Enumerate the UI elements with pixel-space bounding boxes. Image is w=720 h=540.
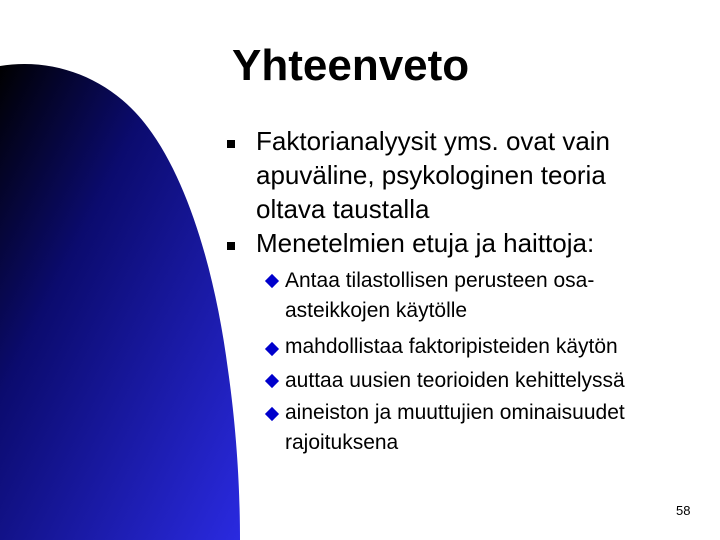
square-bullet-icon (227, 140, 235, 148)
sub-bullet-line: asteikkojen käytölle (285, 299, 468, 322)
bullet-item (256, 226, 594, 260)
sub-bullet-line: mahdollistaa faktoripisteiden käytön (285, 335, 618, 358)
sub-bullet-line: auttaa uusien teorioiden kehittelyssä (285, 369, 625, 392)
sub-bullet-item (285, 366, 625, 396)
sub-bullet-item (285, 332, 618, 362)
bullet-line: Menetelmien etuja ja haittoja: (256, 228, 595, 258)
bullet-line: Faktorianalyysit yms. ovat vain (256, 126, 611, 156)
bullet-line: oltava taustalla (256, 194, 430, 224)
square-bullet-icon (227, 242, 235, 250)
slide-title: Yhteenveto (232, 41, 470, 90)
sub-bullet-item (285, 398, 625, 458)
sub-bullet-line: aineiston ja muuttujien ominaisuudet (285, 401, 625, 424)
page-number: 58 (676, 503, 691, 518)
sub-bullet-line: rajoituksena (285, 431, 399, 454)
bullet-item (256, 124, 610, 226)
sub-bullet-line: Antaa tilastollisen perusteen osa- (285, 269, 595, 292)
sub-bullet-item (285, 266, 594, 326)
bullet-line: apuväline, psykologinen teoria (256, 160, 606, 190)
